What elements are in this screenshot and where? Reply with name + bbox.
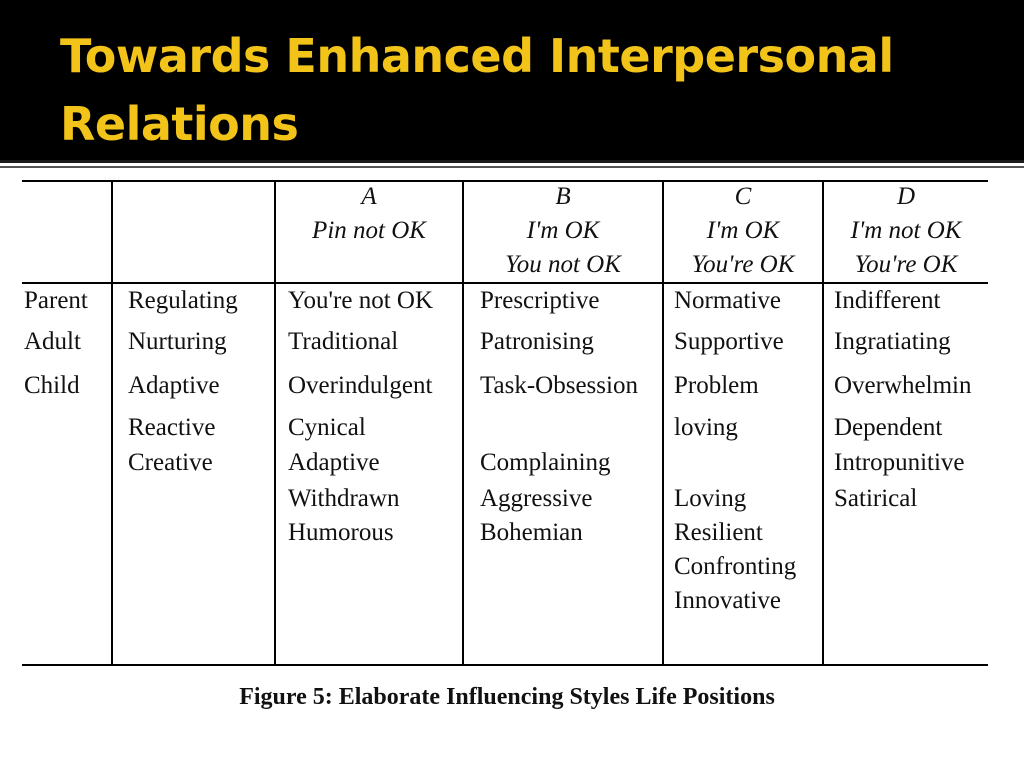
header-col-c-line1: I'm OK xyxy=(706,217,780,244)
table-cell: Normative xyxy=(674,287,781,314)
table-cell: Cynical xyxy=(288,414,366,441)
header-divider-thin xyxy=(0,166,1024,168)
table-cell: Adaptive xyxy=(128,372,220,399)
header-col-b xyxy=(464,180,662,282)
table-cell: Task-Obsession xyxy=(480,372,638,399)
table-cell: Bohemian xyxy=(480,519,583,546)
figure-caption: Figure 5: Elaborate Influencing Styles Life Positions xyxy=(239,684,775,710)
slide-header xyxy=(0,0,1024,160)
header-col-b-line1: I'm OK xyxy=(526,217,600,244)
header-col-d-letter: D xyxy=(896,183,916,210)
header-col-d xyxy=(824,180,988,282)
header-col-b-line2: You not OK xyxy=(505,251,621,278)
header-col-a-letter: A xyxy=(361,183,377,210)
table-bottom-border xyxy=(22,664,988,666)
header-col-c-line2: You're OK xyxy=(691,251,795,278)
influencing-styles-table xyxy=(22,180,988,666)
table-cell: Prescriptive xyxy=(480,287,600,314)
table-cell: Overindulgent xyxy=(288,372,433,399)
table-cell: Overwhelmin xyxy=(834,372,972,399)
table-cell: Parent xyxy=(24,287,88,314)
table-cell: Adaptive xyxy=(288,449,380,476)
table-cell: Complaining xyxy=(480,449,611,476)
slide-title xyxy=(60,22,1000,158)
header-divider xyxy=(0,160,1024,163)
table-cell: Ingratiating xyxy=(834,328,951,355)
header-col-c xyxy=(664,180,822,282)
header-col-a-line1: Pin not OK xyxy=(312,217,426,244)
slide-title-line-1: Towards Enhanced Interpersonal xyxy=(60,29,894,83)
table-cell: Indifferent xyxy=(834,287,941,314)
table-cell: Resilient xyxy=(674,519,763,546)
table-cell: Dependent xyxy=(834,414,943,441)
table-cell: Withdrawn xyxy=(288,485,400,512)
table-cell: Confronting xyxy=(674,553,797,580)
table-cell: Patronising xyxy=(480,328,594,355)
table-cell: Supportive xyxy=(674,328,784,355)
column-divider xyxy=(111,180,113,666)
table-cell: Innovative xyxy=(674,587,781,614)
header-col-a xyxy=(276,180,462,282)
table-cell: Problem xyxy=(674,372,759,399)
table-cell: Satirical xyxy=(834,485,918,512)
header-col-d-line2: You're OK xyxy=(854,251,958,278)
table-cell: Regulating xyxy=(128,287,238,314)
table-cell: Nurturing xyxy=(128,328,227,355)
table-cell: You're not OK xyxy=(288,287,434,314)
table-cell: loving xyxy=(674,414,738,441)
header-col-d-line1: I'm not OK xyxy=(850,217,962,244)
table-cell: Humorous xyxy=(288,519,394,546)
table-cell: Child xyxy=(24,372,80,399)
header-col-c-letter: C xyxy=(734,183,752,210)
table-cell: Creative xyxy=(128,449,213,476)
table-cell: Traditional xyxy=(288,328,399,355)
table-cell: Intropunitive xyxy=(834,449,965,476)
table-cell: Aggressive xyxy=(480,485,593,512)
table-header-border xyxy=(22,282,988,284)
table-cell: Loving xyxy=(674,485,747,512)
table-cell: Adult xyxy=(24,328,81,355)
slide-title-line-2: Relations xyxy=(60,97,299,151)
table-cell: Reactive xyxy=(128,414,216,441)
header-col-b-letter: B xyxy=(555,183,571,210)
